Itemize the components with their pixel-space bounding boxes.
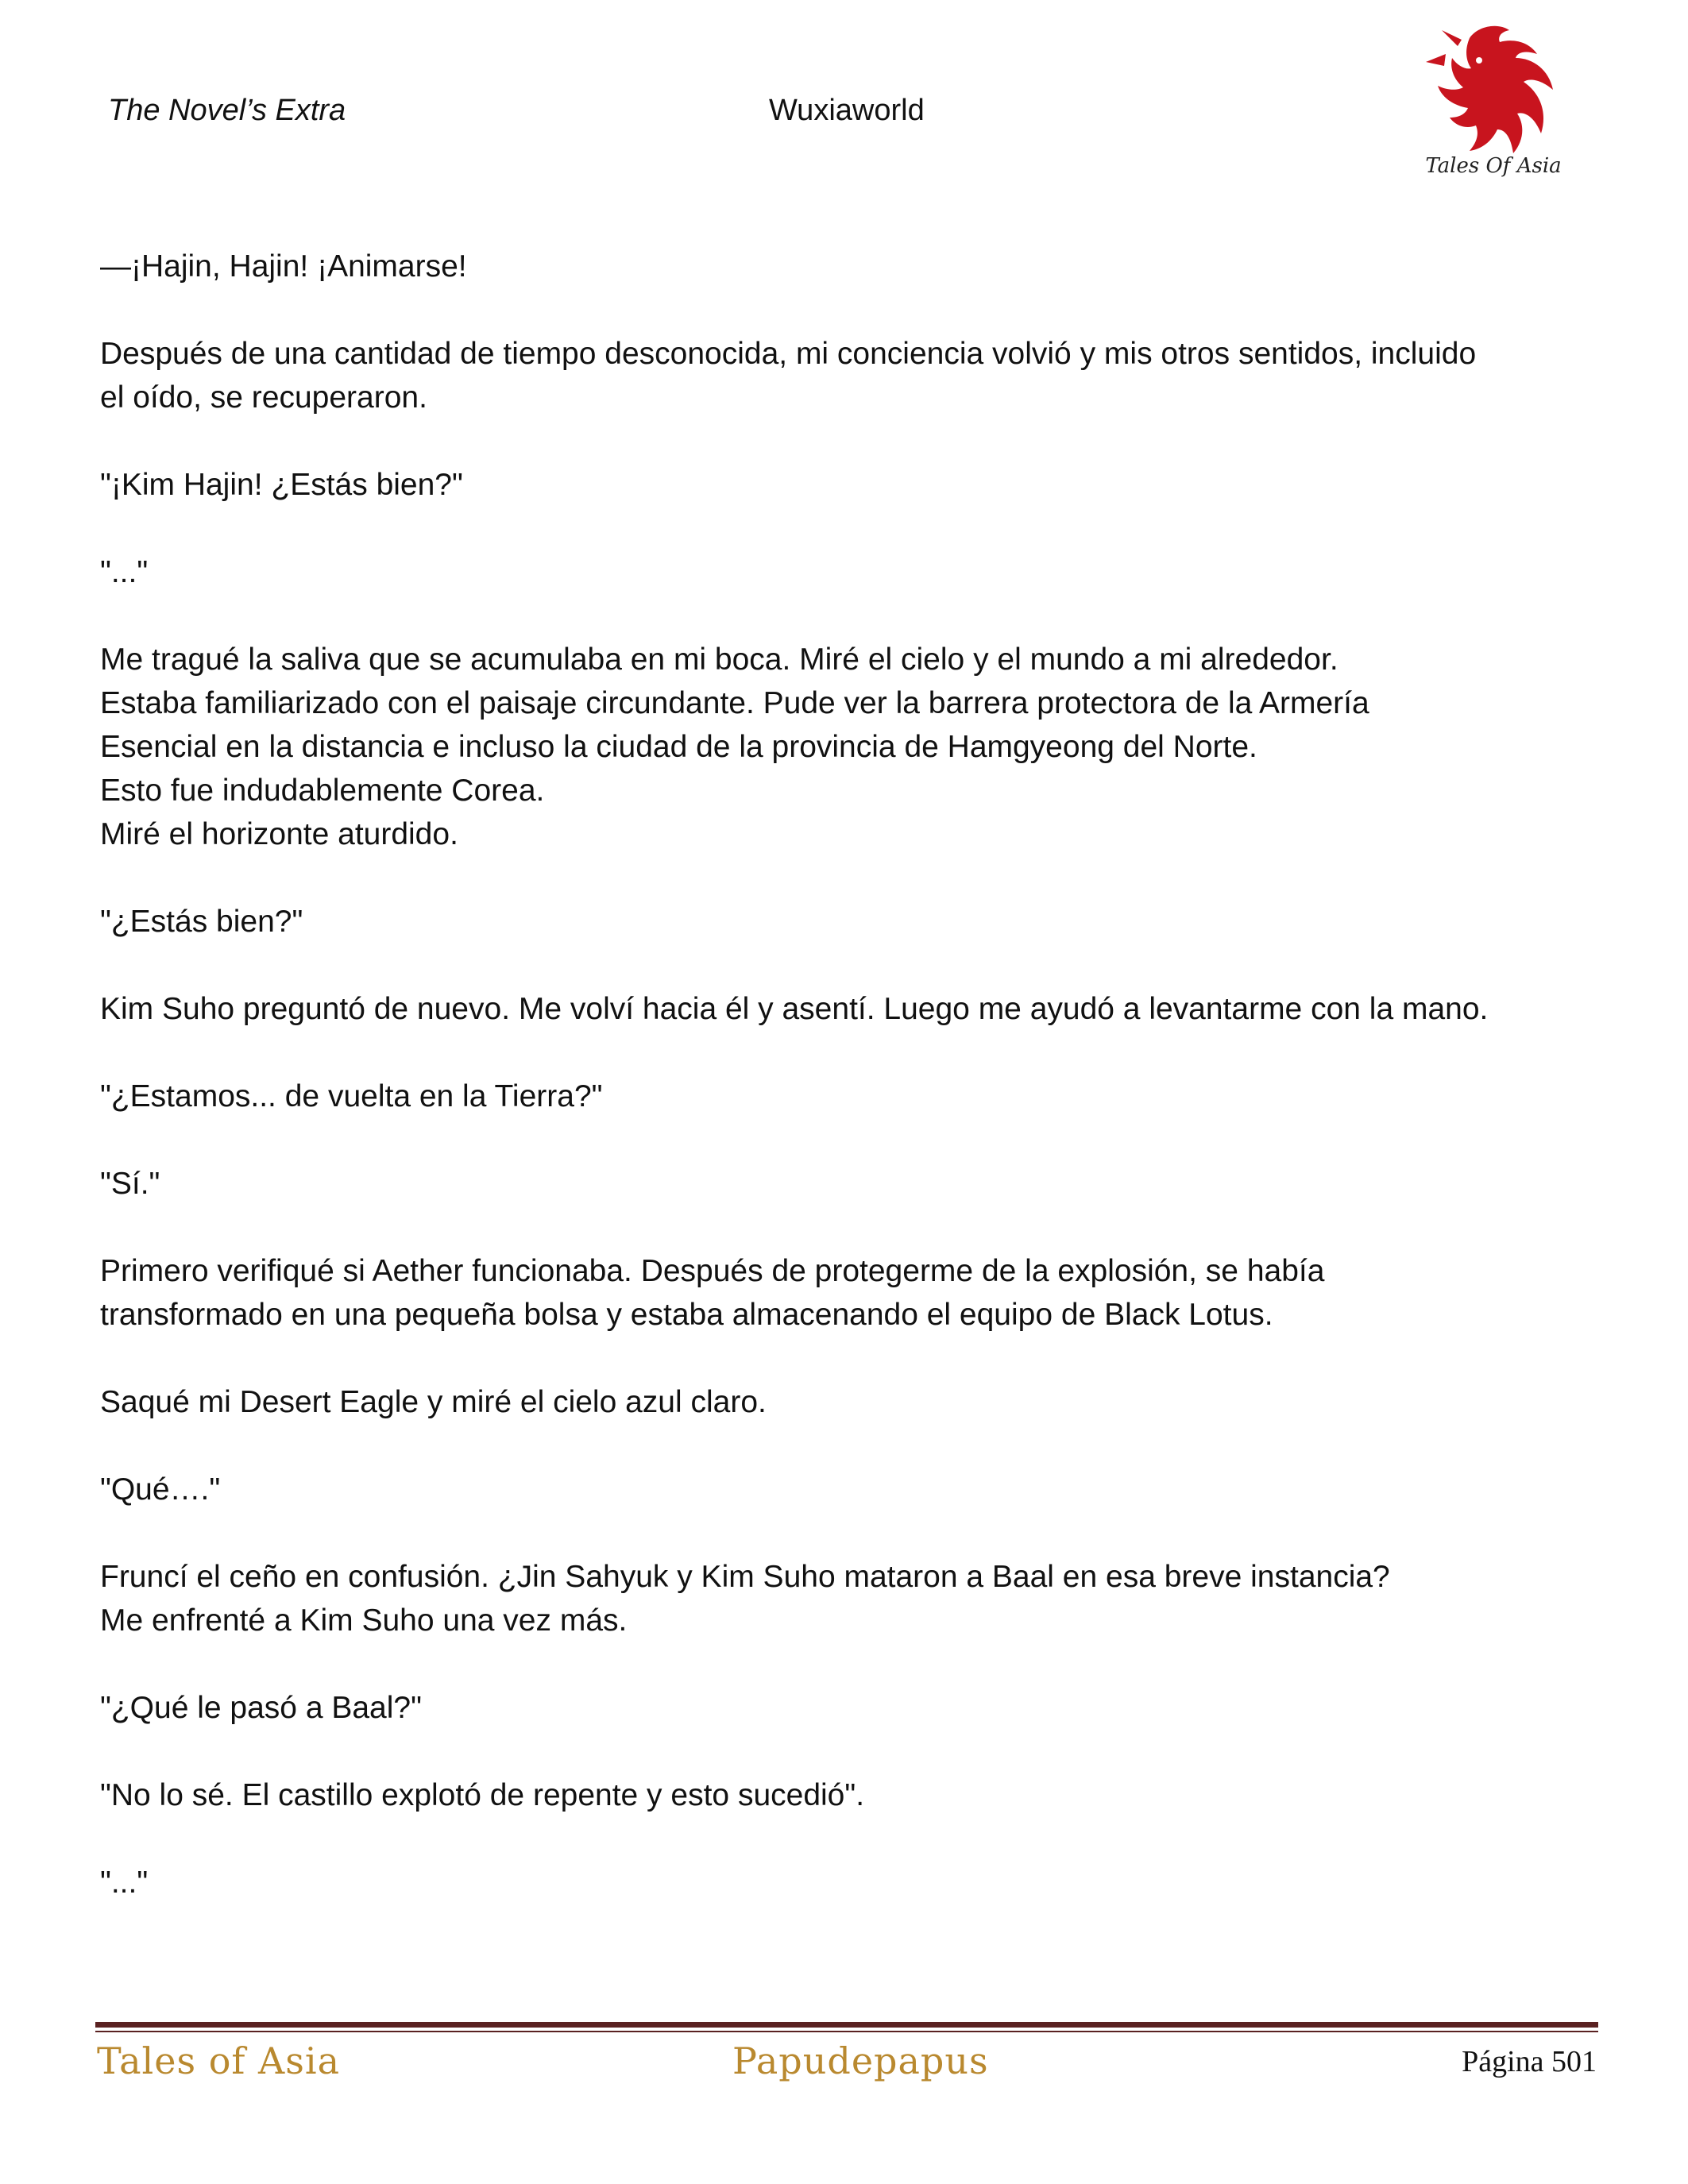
footer-rule (95, 2022, 1598, 2028)
text-line: "¿Qué le pasó a Baal?" (100, 1691, 422, 1725)
paragraph (100, 1162, 1593, 1206)
paragraph (100, 245, 1593, 288)
text-line: Me enfrenté a Kim Suho una vez más. (100, 1603, 628, 1638)
text-line: —¡Hajin, Hajin! ¡Animarse! (100, 249, 467, 284)
paragraph (100, 550, 1593, 594)
paragraph (100, 1773, 1593, 1817)
paragraph (100, 1380, 1593, 1424)
text-line: "..." (100, 555, 149, 589)
text-line: el oído, se recuperaron. (100, 380, 427, 415)
footer-site-name: Tales of Asia (97, 2039, 341, 2082)
text-line: Saqué mi Desert Eagle y miré el cielo azul claro. (100, 1385, 767, 1419)
text-line: transformado en una pequeña bolsa y estaba almacenando el equipo de Black Lotus. (100, 1298, 1273, 1332)
text-line: "¡Kim Hajin! ¿Estás bien?" (100, 468, 463, 502)
text-line: "¿Estás bien?" (100, 905, 303, 939)
page-number: Página 501 (1462, 2045, 1597, 2078)
text-line: "..." (100, 1866, 149, 1900)
text-line: Esencial en la distancia e incluso la ciudad de la provincia de Hamgyeong del Norte. (100, 730, 1257, 764)
text-line: Esto fue indudablemente Corea. (100, 774, 545, 808)
paragraph (100, 1468, 1593, 1511)
footer-translator: Papudepapus (732, 2039, 989, 2082)
tales-of-asia-logo (1422, 22, 1565, 189)
paragraph (100, 332, 1593, 419)
text-line: Estaba familiarizado con el paisaje circundante. Pude ver la barrera protectora de la Armería (100, 686, 1369, 720)
paragraph (100, 987, 1593, 1031)
text-line: "Sí." (100, 1167, 160, 1201)
paragraph (100, 1555, 1593, 1642)
text-line: "¿Estamos... de vuelta en la Tierra?" (100, 1079, 603, 1113)
paragraph (100, 1249, 1593, 1337)
paragraph (100, 463, 1593, 507)
text-line: Miré el horizonte aturdido. (100, 817, 458, 851)
paragraph (100, 1686, 1593, 1730)
text-line: "No lo sé. El castillo explotó de repente y esto sucedió". (100, 1778, 865, 1812)
paragraph (100, 1075, 1593, 1118)
text-line: "Qué…." (100, 1472, 221, 1507)
logo-text: Tales Of Asia (1425, 154, 1562, 178)
paragraph (100, 1861, 1593, 1904)
text-line: Después de una cantidad de tiempo desconocida, mi conciencia volvió y mis otros sentidos, incluido (100, 337, 1477, 371)
novel-title: The Novel’s Extra (108, 94, 346, 127)
text-line: Me tragué la saliva que se acumulaba en mi boca. Miré el cielo y el mundo a mi alrededor. (100, 642, 1338, 677)
chapter-body (100, 245, 1593, 1948)
text-line: Kim Suho preguntó de nuevo. Me volví hacia él y asentí. Luego me ayudó a levantarme con la mano. (100, 992, 1489, 1026)
site-name: Wuxiaworld (769, 94, 925, 127)
footer-rule-thin (95, 2031, 1598, 2032)
page-header (0, 0, 1688, 206)
text-line: Primero verifiqué si Aether funcionaba. Después de protegerme de la explosión, se había (100, 1254, 1325, 1288)
paragraph (100, 900, 1593, 943)
text-line: Fruncí el ceño en confusión. ¿Jin Sahyuk y Kim Suho mataron a Baal en esa breve instancia? (100, 1560, 1390, 1594)
paragraph (100, 638, 1593, 856)
